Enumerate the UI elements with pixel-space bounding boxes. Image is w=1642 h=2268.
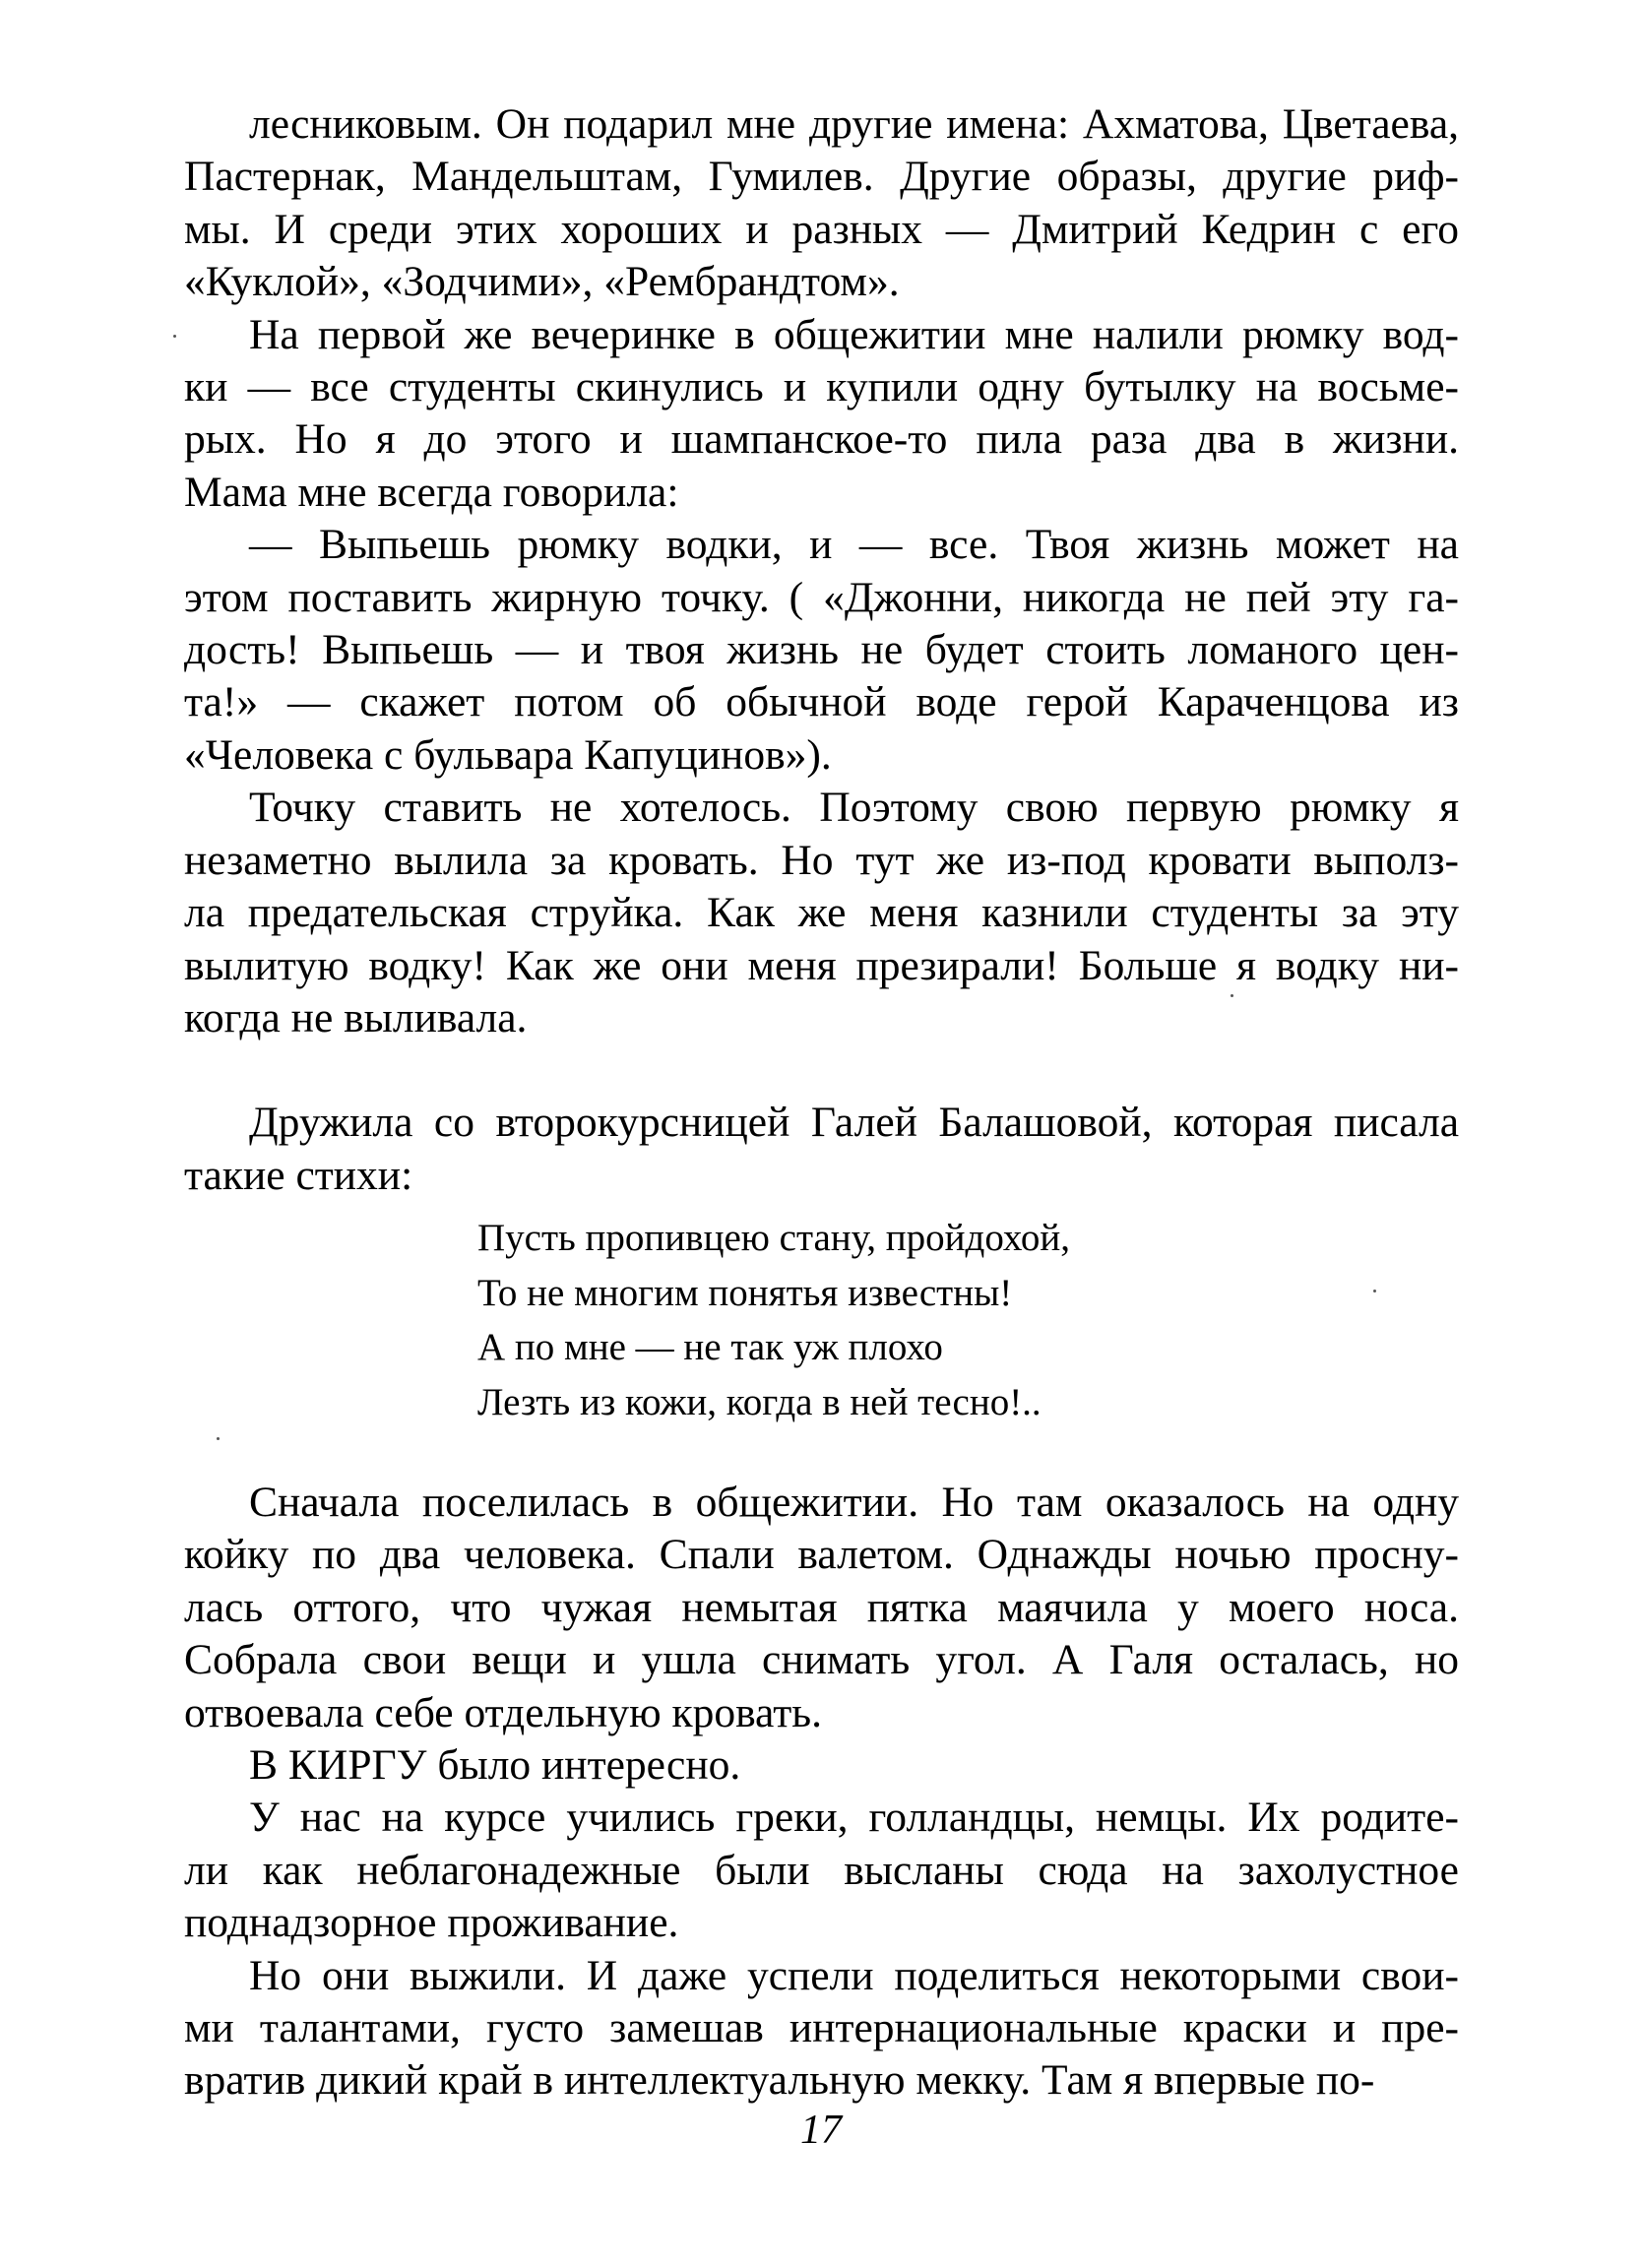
text-block-1 (184, 98, 1459, 1044)
scan-speck (1231, 994, 1233, 997)
paragraph-line: ли как неблагонадежные были высланы сюда на захолустное (184, 1846, 1459, 1894)
paragraph-line: мы. И среди этих хороших и разных — Дмитрий Кедрин с его (184, 205, 1459, 253)
paragraph-line: Сначала поселилась в общежитии. Но там оказалось на одну (249, 1479, 1459, 1526)
paragraph-line: такие стихи: (184, 1151, 413, 1199)
paragraph-line: ми талантами, густо замешав интернациональные краски и пре- (184, 2004, 1459, 2052)
text-block-3 (184, 1477, 1459, 2108)
paragraph-line: рых. Но я до этого и шампанское-то пила раза два в жизни. (184, 415, 1459, 464)
paragraph-line: этом поставить жирную точку. ( «Джонни, никогда не пей эту га- (184, 573, 1459, 621)
paragraph-line: ла предательская струйка. Как же меня казнили студенты за эту (184, 889, 1459, 937)
paragraph-line: «Куклой», «Зодчими», «Рембрандтом». (184, 258, 900, 306)
paragraph-line: ки — все студенты скинулись и купили одну бутылку на восьме- (184, 363, 1459, 411)
paragraph-line: — Выпьешь рюмку водки, и — все. Твоя жизнь может на (249, 521, 1459, 569)
poem (477, 1211, 1265, 1429)
paragraph-line: поднадзорное проживание. (184, 1899, 679, 1947)
paragraph-line: вратив дикий край в интеллектуальную мекку. Там я впервые по- (184, 2056, 1375, 2105)
page-number: 17 (800, 2108, 842, 2153)
paragraph-line: «Человека с бульвара Капуцинов»). (184, 730, 832, 779)
section-gap (184, 1044, 1459, 1097)
paragraph-line: лась оттого, что чужая немытая пятка маячила у моего носа. (184, 1583, 1459, 1631)
paragraph-line: Точку ставить не хотелось. Поэтому свою первую рюмку я (249, 784, 1459, 832)
paragraph-line: незаметно вылила за кровать. Но тут же из-под кровати выполз- (184, 836, 1459, 884)
paragraph-line: вылитую водку! Как же они меня презирали! Больше я водку ни- (184, 941, 1459, 989)
paragraph-line: У нас на курсе учились греки, голландцы, немцы. Их родите- (249, 1794, 1459, 1842)
page-body-lower (184, 1477, 1459, 2108)
text-block-2 (184, 1097, 1459, 1202)
scan-speck (1373, 1290, 1376, 1292)
paragraph-line: когда не выливала. (184, 993, 528, 1041)
paragraph-line: Пастернак, Мандельштам, Гумилев. Другие образы, другие риф- (184, 153, 1459, 201)
poem-line: Лезть из кожи, когда в ней тесно!.. (477, 1380, 1042, 1423)
paragraph-line: Собрала свои вещи и ушла снимать угол. А Галя осталась, но (184, 1636, 1459, 1684)
poem-line: Пусть пропивцею стану, пройдохой, (477, 1217, 1071, 1259)
paragraph-line: Мама мне всегда говорила: (184, 468, 679, 516)
poem-line: А по мне — не так уж плохо (477, 1326, 943, 1368)
paragraph-line: Дружила со второкурсницей Галей Балашовой, которая писала (249, 1099, 1459, 1147)
page-body (184, 98, 1459, 1202)
paragraph-line: Но они выжили. И даже успели поделиться некоторыми свои- (249, 1951, 1459, 1999)
scan-speck (173, 335, 176, 338)
paragraph-line: На первой же вечеринке в общежитии мне налили рюмку вод- (249, 310, 1459, 358)
poem-line: То не многим понятья известны! (477, 1271, 1013, 1314)
paragraph-line: лесниковым. Он подарил мне другие имена: Ахматова, Цветаева, (249, 100, 1459, 148)
paragraph-line: та!» — скажет потом об обычной воде герой Караченцова из (184, 678, 1459, 726)
paragraph-line: дость! Выпьешь — и твоя жизнь не будет стоить ломаного цен- (184, 626, 1459, 674)
paragraph-line: отвоевала себе отдельную кровать. (184, 1688, 822, 1736)
paragraph-line: койку по два человека. Спали валетом. Однажды ночью просну- (184, 1531, 1459, 1579)
scan-speck (217, 1437, 220, 1440)
paragraph-line: В КИРГУ было интересно. (249, 1741, 741, 1790)
